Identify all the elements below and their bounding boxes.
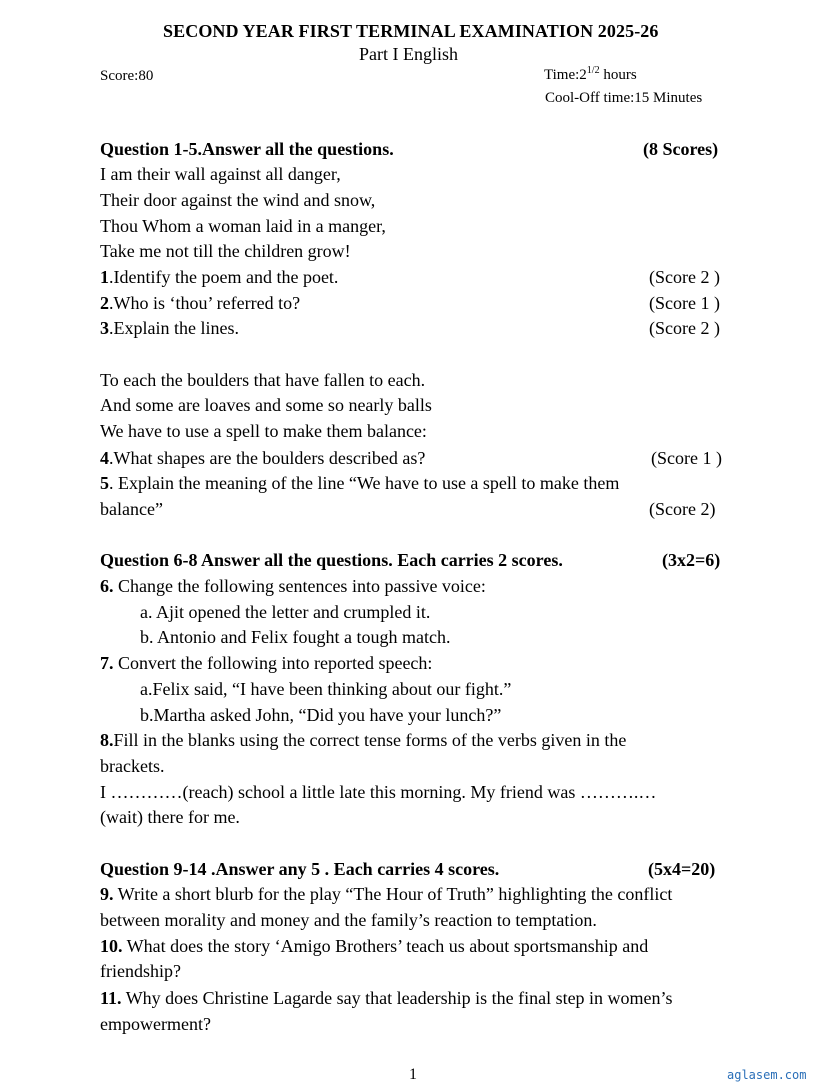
question-2 [100,293,300,314]
poem2-line: To each the boulders that have fallen to each. [100,370,426,390]
question-7 [100,653,432,674]
question-2-score: (Score 1 ) [649,293,720,313]
question-8-continued: brackets. [100,756,165,776]
question-1 [100,267,338,288]
poem1-line: Thou Whom a woman laid in a manger, [100,216,386,236]
time-prefix: Time:2 [544,67,587,83]
question-11-continued: empowerment? [100,1014,211,1034]
question-10-continued: friendship? [100,961,181,981]
question-7b: b.Martha asked John, “Did you have your lunch?” [140,705,502,725]
time-fraction: 1/2 [586,65,600,76]
question-number: 10. [100,936,123,956]
question-text: What does the story ‘Amigo Brothers’ teach us about sportsmanship and [122,936,649,956]
question-number: 1 [100,267,109,287]
question-text: Convert the following into reported speech: [113,653,433,673]
question-1-score: (Score 2 ) [649,267,720,287]
question-number: 5 [100,473,109,493]
poem1-line: I am their wall against all danger, [100,164,341,184]
question-number: 4 [100,448,109,468]
cooloff-time: Cool-Off time:15 Minutes [545,90,703,106]
question-text: Fill in the blanks using the correct tense forms of the verbs given in the [113,730,627,750]
question-number: 3 [100,318,109,338]
question-text: Change the following sentences into passive voice: [113,576,486,596]
question-number: 8. [100,730,114,750]
question-text: .Explain the lines. [109,318,239,338]
question-6b: b. Antonio and Felix fought a tough match. [140,627,451,647]
question-number: 9. [100,884,114,904]
question-11 [100,988,673,1009]
question-3 [100,318,239,339]
section3-heading: Question 9-14 .Answer any 5 . Each carries 4 scores. [100,859,500,879]
question-7a: a.Felix said, “I have been thinking about our fight.” [140,679,512,699]
exam-subtitle: Part I English [359,44,458,64]
question-text: .Who is ‘thou’ referred to? [109,293,301,313]
question-number: 2 [100,293,109,313]
question-5-continued: balance” [100,499,163,519]
question-9 [100,884,672,905]
question-4 [100,448,425,469]
question-6a: a. Ajit opened the letter and crumpled it. [140,602,431,622]
exam-time [544,67,637,84]
watermark: aglasem.com [727,1068,807,1082]
exam-title: SECOND YEAR FIRST TERMINAL EXAMINATION 2025-26 [163,21,659,41]
question-text: Write a short blurb for the play “The Hour of Truth” highlighting the conflict [113,884,673,904]
poem1-line: Their door against the wind and snow, [100,190,376,210]
poem2-line: We have to use a spell to make them balance: [100,421,427,441]
question-text: .Identify the poem and the poet. [109,267,339,287]
question-6 [100,576,486,597]
question-10 [100,936,648,957]
section1-heading: Question 1-5.Answer all the questions. [100,139,394,159]
poem1-line: Take me not till the children grow! [100,241,351,261]
section3-marks: (5x4=20) [648,859,716,879]
question-number: 11. [100,988,122,1008]
question-3-score: (Score 2 ) [649,318,720,338]
question-number: 7. [100,653,114,673]
question-8-blanks-continued: (wait) there for me. [100,807,240,827]
question-9-continued: between morality and money and the family’s reaction to temptation. [100,910,597,930]
poem2-line: And some are loaves and some so nearly balls [100,395,432,415]
question-5-score: (Score 2) [649,499,716,519]
question-number: 6. [100,576,114,596]
question-text: .What shapes are the boulders described as? [109,448,426,468]
page-number: 1 [409,1066,417,1083]
time-suffix: hours [599,67,637,83]
section2-heading: Question 6-8 Answer all the questions. Each carries 2 scores. [100,550,563,570]
question-4-score: (Score 1 ) [651,448,722,468]
question-5 [100,473,619,494]
section1-marks: (8 Scores) [643,139,719,159]
question-8 [100,730,626,751]
question-text: . Explain the meaning of the line “We have to use a spell to make them [109,473,620,493]
question-text: Why does Christine Lagarde say that leadership is the final step in women’s [121,988,673,1008]
total-score: Score:80 [100,68,154,84]
section2-marks: (3x2=6) [662,550,721,570]
question-8-blanks: I …………(reach) school a little late this morning. My friend was ……….… [100,782,657,802]
